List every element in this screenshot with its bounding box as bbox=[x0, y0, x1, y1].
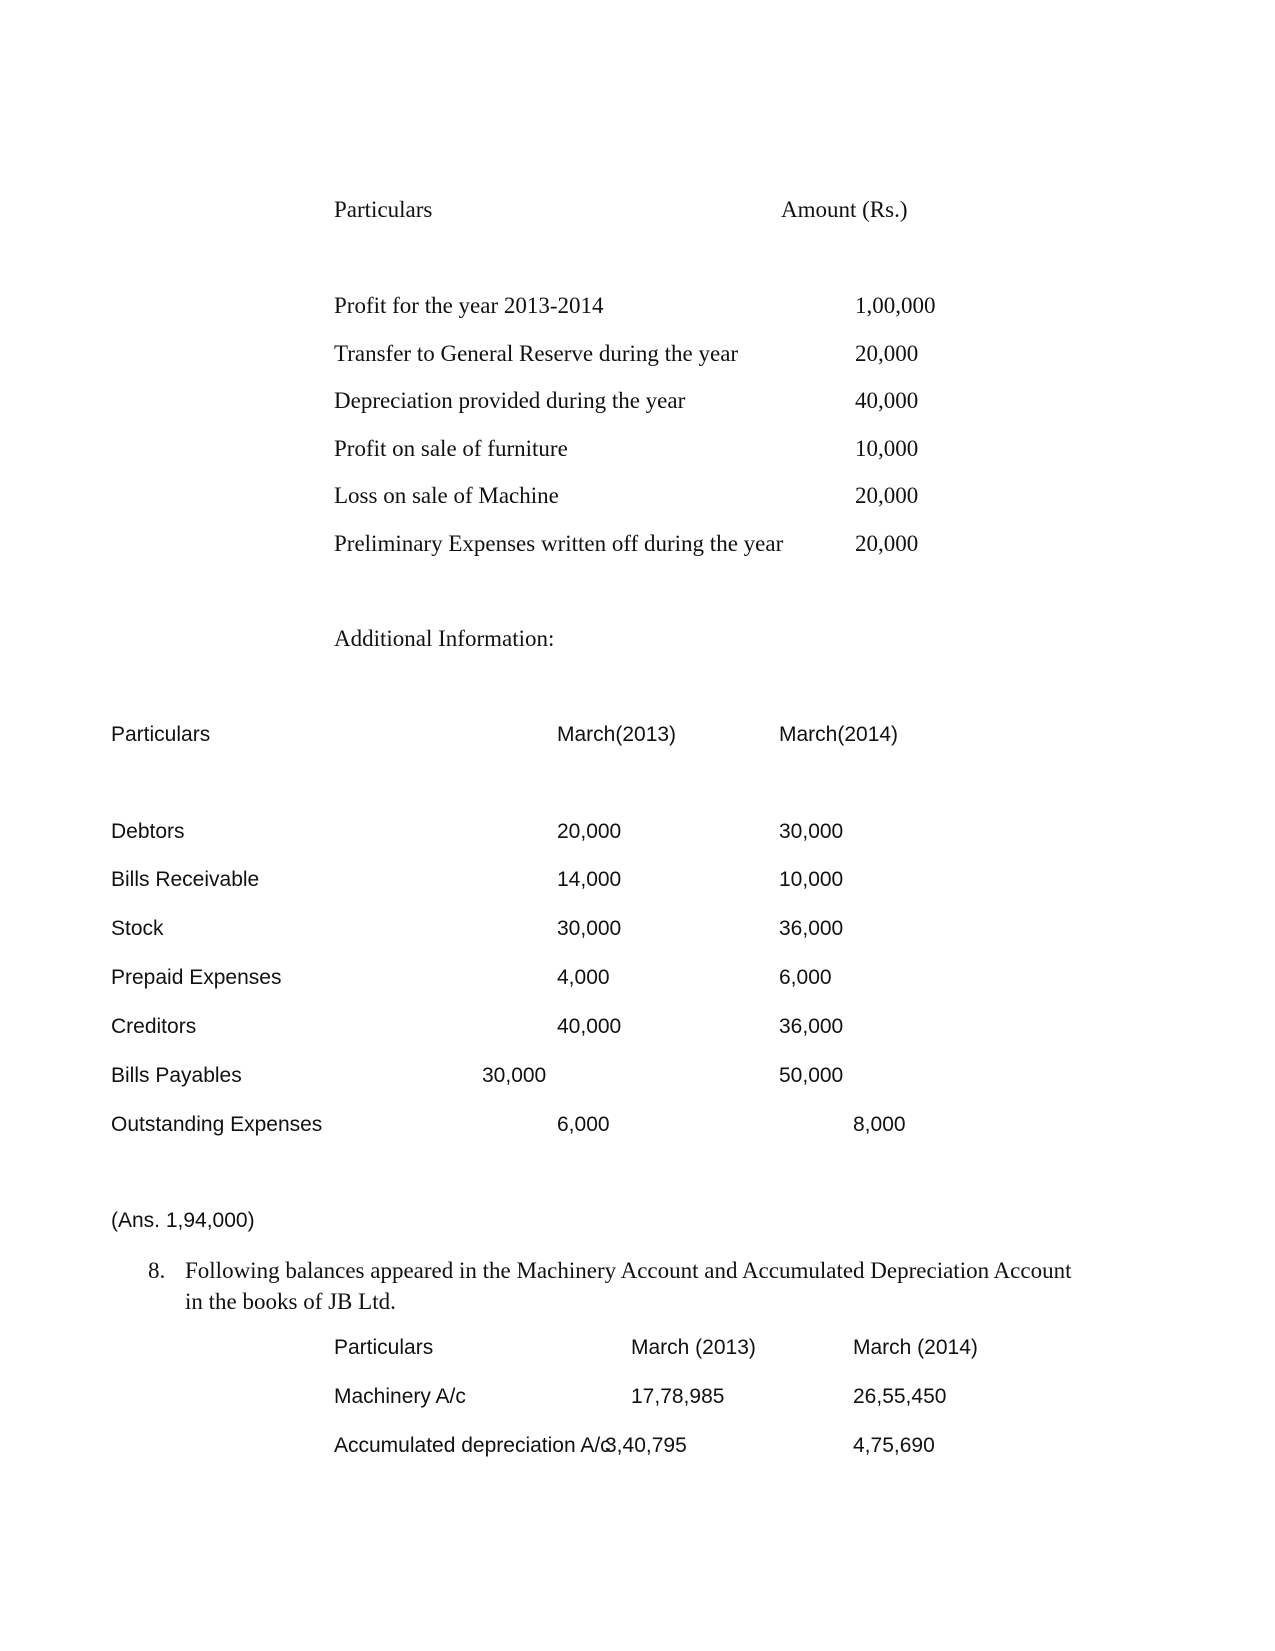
table1-row-label: Profit for the year 2013-2014 bbox=[334, 293, 604, 318]
table3-row-label: Machinery A/c bbox=[334, 1385, 466, 1408]
table3-row-2013: 3,40,795 bbox=[605, 1434, 687, 1457]
table2-header-particulars: Particulars bbox=[111, 723, 211, 746]
table1-row-amount: 20,000 bbox=[855, 531, 919, 556]
table1-row-amount: 10,000 bbox=[855, 436, 919, 461]
table2-row-label: Bills Payables bbox=[111, 1064, 242, 1087]
question-text-line2: in the books of JB Ltd. bbox=[185, 1289, 396, 1314]
table2-row-label: Debtors bbox=[111, 820, 185, 843]
table1-row-label: Loss on sale of Machine bbox=[334, 483, 559, 508]
table2-row-label: Outstanding Expenses bbox=[111, 1113, 323, 1136]
table2-row-2014: 30,000 bbox=[779, 820, 844, 843]
table2-row-2014: 36,000 bbox=[779, 1015, 844, 1038]
table1-row-label: Preliminary Expenses written off during the year bbox=[334, 531, 784, 556]
table2-row-2013: 4,000 bbox=[557, 966, 610, 989]
table1-header-particulars: Particulars bbox=[334, 197, 433, 222]
table2-row-label: Creditors bbox=[111, 1015, 197, 1038]
question-number: 8. bbox=[148, 1258, 166, 1283]
table1-row-amount: 20,000 bbox=[855, 483, 919, 508]
table3-row-label: Accumulated depreciation A/c bbox=[334, 1434, 611, 1457]
table3-header-march-2014: March (2014) bbox=[853, 1336, 978, 1359]
table2-row-2013: 40,000 bbox=[557, 1015, 622, 1038]
table1-row-amount: 1,00,000 bbox=[855, 293, 936, 318]
table2-header-march-2014: March(2014) bbox=[779, 723, 899, 746]
table3-header-march-2013: March (2013) bbox=[631, 1336, 756, 1359]
table2-row-2014: 6,000 bbox=[779, 966, 832, 989]
table1-header-amount: Amount (Rs.) bbox=[781, 197, 908, 222]
table3-row-2014: 26,55,450 bbox=[853, 1385, 947, 1408]
answer-text: (Ans. 1,94,000) bbox=[111, 1209, 255, 1232]
table3-row-2013: 17,78,985 bbox=[631, 1385, 725, 1408]
table2-row-2013: 30,000 bbox=[482, 1064, 547, 1087]
table1-row-label: Transfer to General Reserve during the year bbox=[334, 341, 739, 366]
table1-row-label: Depreciation provided during the year bbox=[334, 388, 686, 413]
additional-info-heading: Additional Information: bbox=[334, 626, 555, 651]
table2-row-2014: 10,000 bbox=[779, 868, 844, 891]
table2-row-2014: 8,000 bbox=[853, 1113, 906, 1136]
table2-row-2014: 50,000 bbox=[779, 1064, 844, 1087]
table2-row-label: Bills Receivable bbox=[111, 868, 260, 891]
table3-row-2014: 4,75,690 bbox=[853, 1434, 935, 1457]
table3-header-particulars: Particulars bbox=[334, 1336, 434, 1359]
table2-row-2014: 36,000 bbox=[779, 917, 844, 940]
table2-row-2013: 6,000 bbox=[557, 1113, 610, 1136]
table2-row-label: Stock bbox=[111, 917, 164, 940]
table1-row-amount: 20,000 bbox=[855, 341, 919, 366]
table1-row-label: Profit on sale of furniture bbox=[334, 436, 568, 461]
table2-row-2013: 30,000 bbox=[557, 917, 622, 940]
question-text-line1: Following balances appeared in the Machinery Account and Accumulated Depreciation Account bbox=[185, 1258, 1072, 1283]
table2-row-2013: 14,000 bbox=[557, 868, 622, 891]
table2-row-2013: 20,000 bbox=[557, 820, 622, 843]
table1-row-amount: 40,000 bbox=[855, 388, 919, 413]
table2-header-march-2013: March(2013) bbox=[557, 723, 677, 746]
table2-row-label: Prepaid Expenses bbox=[111, 966, 282, 989]
